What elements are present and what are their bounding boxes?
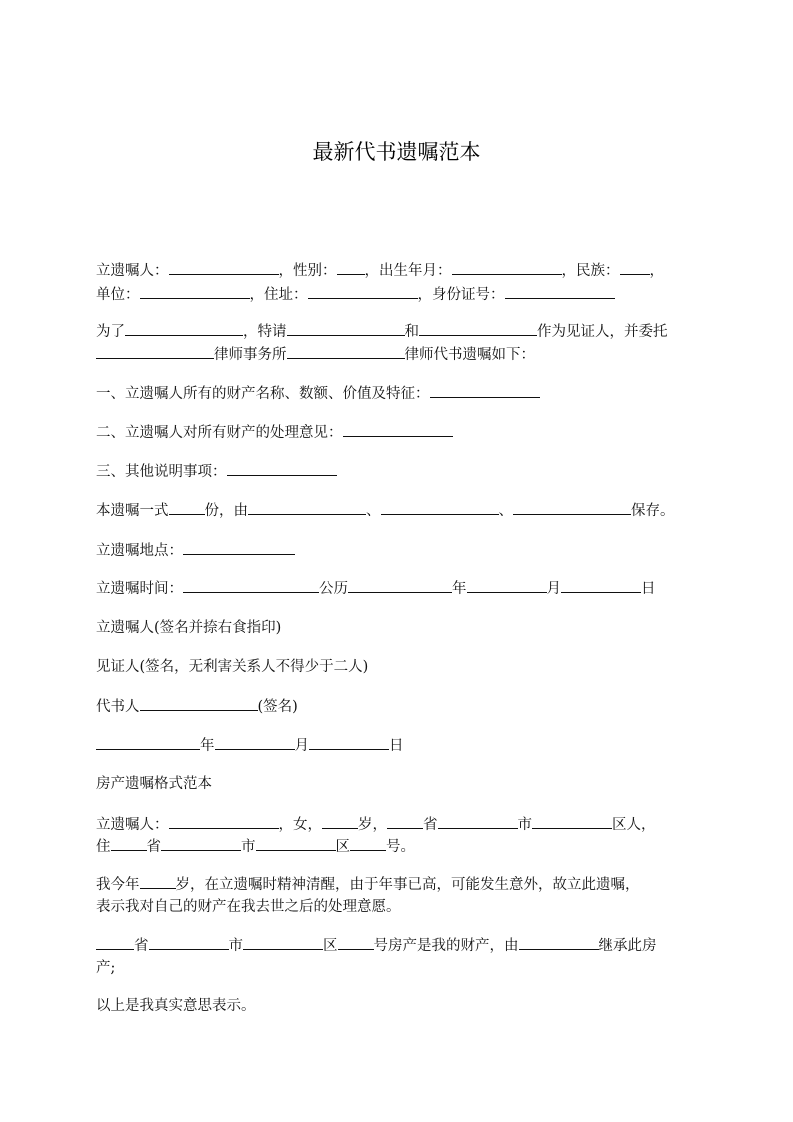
statement-line-2: 表示我对自己的财产在我去世之后的处理意愿。 xyxy=(96,899,401,915)
year-blank xyxy=(348,577,452,593)
house-number-blank xyxy=(338,934,374,950)
lawyer-blank xyxy=(287,343,405,359)
employer-blank xyxy=(140,283,250,299)
item-disposal-opinion xyxy=(96,421,696,445)
label-text: ， xyxy=(649,263,664,279)
witness-signature-label: 见证人(签名，无利害关系人不得少于二人) xyxy=(96,659,369,675)
keeper-2-blank xyxy=(381,499,499,515)
heir-blank xyxy=(519,934,599,950)
label-text: 为了 xyxy=(96,324,125,340)
other-notes-blank xyxy=(227,460,337,476)
disposal-opinion-blank xyxy=(343,421,453,437)
age-blank xyxy=(322,813,358,829)
label-text: 份，由 xyxy=(204,503,248,519)
year-blank xyxy=(96,734,200,750)
label-text: 和 xyxy=(404,324,419,340)
label-text: 区人， xyxy=(612,817,656,833)
label-text: 、 xyxy=(498,503,513,519)
signing-date-line xyxy=(96,734,696,758)
house-testator-line-1 xyxy=(96,813,696,837)
label-text: 三、其他说明事项： xyxy=(96,464,227,480)
label-text: 市 xyxy=(228,938,243,954)
witness-request-line-2 xyxy=(96,343,696,367)
label-text: 省 xyxy=(146,839,161,855)
id-number-blank xyxy=(505,283,615,299)
label-text: 、 xyxy=(366,503,381,519)
province-blank xyxy=(387,813,423,829)
property-line-2: 产; xyxy=(96,960,116,976)
label-text: 区 xyxy=(335,839,350,855)
scribe-blank xyxy=(140,695,258,711)
label-text: 市 xyxy=(241,839,256,855)
label-text: 月 xyxy=(294,738,309,754)
label-text: 年 xyxy=(200,738,215,754)
item-other-notes xyxy=(96,460,696,484)
label-text: 律师事务所 xyxy=(214,347,287,363)
label-text: ，民族： xyxy=(561,263,620,279)
place-blank xyxy=(183,539,295,555)
label-text: ，出生年月： xyxy=(364,263,452,279)
testator-signature-label: 立遗嘱人(签名并捺右食指印) xyxy=(96,620,282,636)
scribe-line xyxy=(96,695,696,719)
label-text: 继承此房 xyxy=(598,938,657,954)
label-text: ，住址： xyxy=(249,287,308,303)
testator-info-line-2 xyxy=(96,283,696,307)
label-text: 律师代书遗嘱如下： xyxy=(404,347,535,363)
purpose-blank xyxy=(125,320,243,336)
province-blank xyxy=(111,835,147,851)
month-blank xyxy=(467,577,547,593)
label-text: 日 xyxy=(389,738,404,754)
house-testator-line-2 xyxy=(96,835,696,859)
house-number-blank xyxy=(350,835,386,851)
label-text: ，身份证号： xyxy=(417,287,505,303)
city-blank xyxy=(149,934,229,950)
label-text: 立遗嘱人： xyxy=(96,817,169,833)
label-text: (签名) xyxy=(257,699,298,715)
label-text: 代书人 xyxy=(96,699,140,715)
label-text: 省 xyxy=(423,817,438,833)
district-blank xyxy=(256,835,336,851)
label-text: 岁，在立遗嘱时精神清醒，由于年事已高，可能发生意外，故立此遗嘱， xyxy=(175,877,640,893)
label-text: 市 xyxy=(517,817,532,833)
closing-statement: 以上是我真实意思表示。 xyxy=(96,998,256,1014)
day-blank xyxy=(561,577,641,593)
section-subtitle: 房产遗嘱格式范本 xyxy=(96,776,212,792)
property-line-1 xyxy=(96,934,696,958)
copies-count-blank xyxy=(169,499,205,515)
label-text: ，女， xyxy=(278,817,322,833)
keeper-3-blank xyxy=(513,499,631,515)
label-text: 月 xyxy=(546,581,561,597)
keeper-1-blank xyxy=(248,499,366,515)
witness-1-blank xyxy=(287,320,405,336)
will-time-line xyxy=(96,577,696,601)
ethnicity-blank xyxy=(620,259,650,275)
province-blank xyxy=(96,934,134,950)
will-place-line xyxy=(96,539,696,563)
label-text: 年 xyxy=(452,581,467,597)
gender-blank xyxy=(337,259,365,275)
label-text: 省 xyxy=(134,938,149,954)
day-blank xyxy=(309,734,389,750)
item-property-details xyxy=(96,382,696,406)
address-blank xyxy=(308,283,418,299)
label-text: 二、立遗嘱人对所有财产的处理意见： xyxy=(96,425,343,441)
witness-request-line-1 xyxy=(96,320,696,344)
testator-info-line-1 xyxy=(96,259,696,283)
city-blank xyxy=(438,813,518,829)
label-text: 公历 xyxy=(319,581,348,597)
witness-2-blank xyxy=(419,320,537,336)
label-text: 立遗嘱人： xyxy=(96,263,169,279)
label-text: 一、立遗嘱人所有的财产名称、数额、价值及特征： xyxy=(96,386,430,402)
month-blank xyxy=(215,734,295,750)
name-blank xyxy=(169,259,279,275)
label-text: ，特请 xyxy=(243,324,287,340)
district-blank xyxy=(532,813,612,829)
time-blank xyxy=(183,577,319,593)
label-text: 保存。 xyxy=(631,503,675,519)
label-text: 本遗嘱一式 xyxy=(96,503,169,519)
label-text: 号房产是我的财产，由 xyxy=(373,938,519,954)
label-text: 作为见证人，并委托 xyxy=(537,324,668,340)
district-blank xyxy=(243,934,323,950)
city-blank xyxy=(161,835,241,851)
label-text: 住 xyxy=(96,839,111,855)
property-details-blank xyxy=(430,382,540,398)
copies-line xyxy=(96,499,696,523)
label-text: 立遗嘱时间： xyxy=(96,581,183,597)
statement-line-1 xyxy=(96,873,696,897)
label-text: ，性别： xyxy=(278,263,337,279)
document-title: 最新代书遗嘱范本 xyxy=(312,140,481,164)
label-text: 单位： xyxy=(96,287,140,303)
name-blank xyxy=(169,813,279,829)
label-text: 立遗嘱地点： xyxy=(96,543,183,559)
label-text: 区 xyxy=(323,938,338,954)
law-firm-blank xyxy=(96,343,214,359)
label-text: 岁， xyxy=(358,817,387,833)
age-blank xyxy=(140,873,176,889)
label-text: 号。 xyxy=(386,839,415,855)
birth-date-blank xyxy=(452,259,562,275)
label-text: 日 xyxy=(641,581,656,597)
label-text: 我今年 xyxy=(96,877,140,893)
